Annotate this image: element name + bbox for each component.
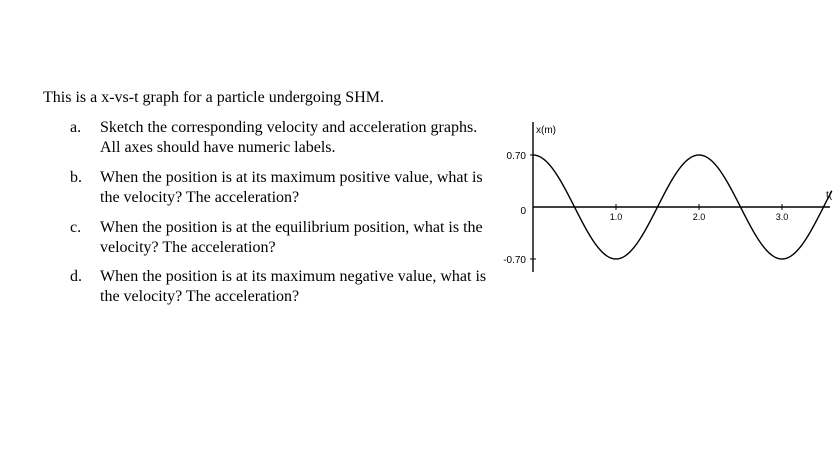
intro-text: This is a x-vs-t graph for a particle undergoing SHM. <box>43 89 384 106</box>
question-letter: a. <box>70 119 82 136</box>
y-tick-label: -0.70 <box>503 255 526 266</box>
question-text: When the position is at the equilibrium position, what is the velocity? The acceleration? <box>100 219 483 256</box>
question-text: Sketch the corresponding velocity and acceleration graphs. All axes should have numeric labels. <box>100 119 478 156</box>
question-text: When the position is at its maximum negative value, what is the velocity? The acceleration? <box>100 268 487 305</box>
question-text: When the position is at its maximum positive value, what is the velocity? The acceleration? <box>100 169 483 206</box>
x-tick-label: 1.0 <box>609 212 623 222</box>
y-tick-label: 0 <box>520 206 526 217</box>
x-tick-label: 2.0 <box>692 212 706 222</box>
question-letter: d. <box>70 268 82 285</box>
y-axis-label: x(m) <box>536 125 556 136</box>
x-tick-label: 3.0 <box>775 212 789 222</box>
x-axis-label: t( <box>826 190 833 201</box>
question-letter: b. <box>70 169 82 186</box>
y-tick-label: 0.70 <box>506 151 526 162</box>
question-letter: c. <box>70 219 82 236</box>
